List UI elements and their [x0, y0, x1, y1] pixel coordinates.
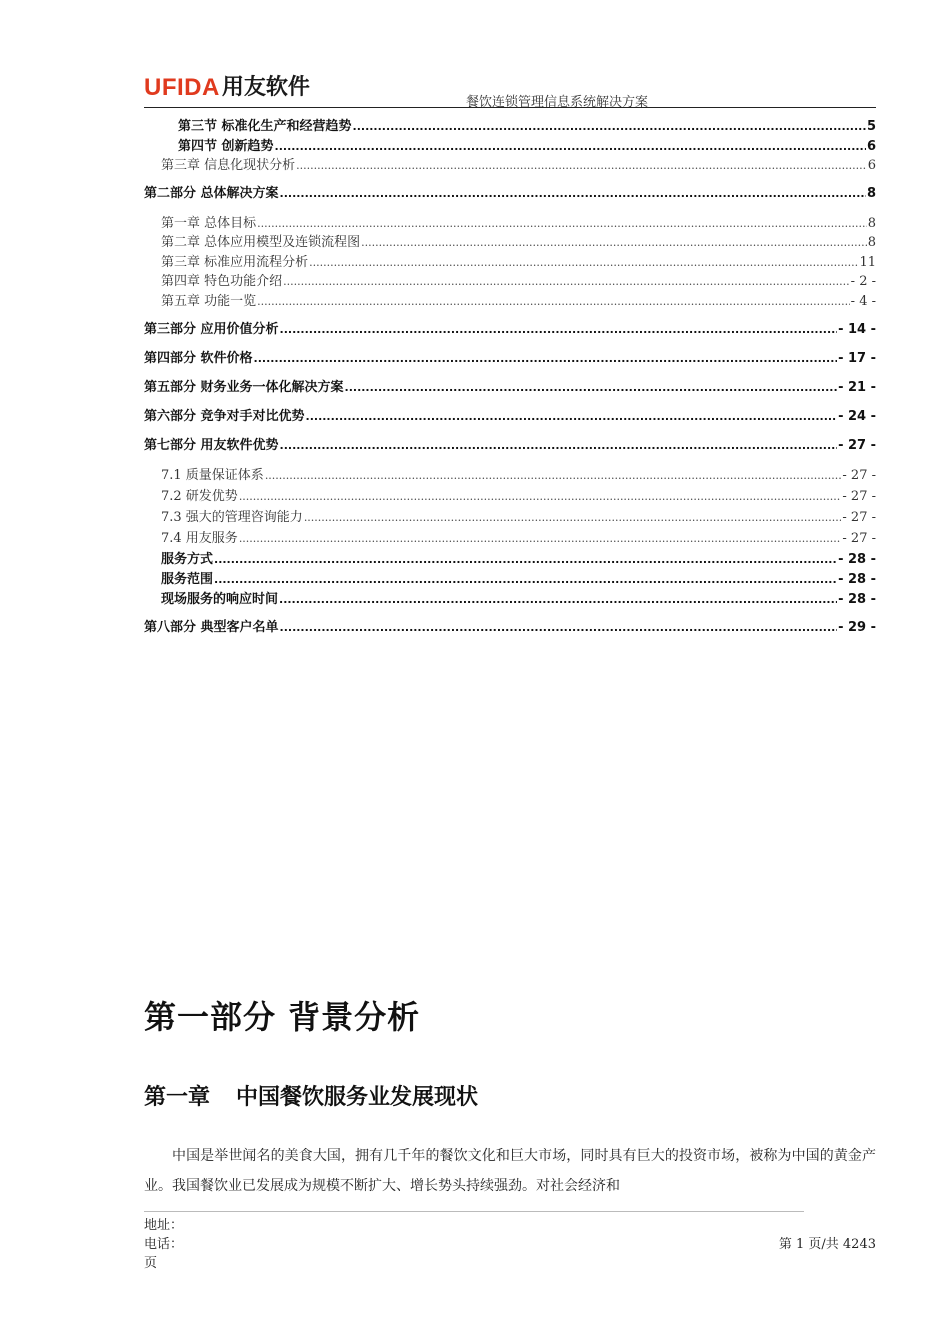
- toc-entry-label: 第二章 总体应用模型及连锁流程图: [161, 235, 361, 250]
- toc-entry-page: - 21 -: [838, 380, 876, 395]
- chapter-number: 第一章: [144, 1085, 211, 1110]
- toc-entry-label: 第四节 创新趋势: [178, 139, 274, 154]
- toc-entry-label: 第一章 总体目标: [161, 216, 257, 231]
- footer-contact: [144, 1216, 183, 1273]
- toc-entry-label: 第二部分 总体解决方案: [144, 186, 279, 201]
- toc-entry-page: - 14 -: [838, 322, 876, 337]
- toc-entry-page: - 27 -: [842, 531, 876, 546]
- toc-entry[interactable]: [144, 510, 876, 526]
- chapter-heading: [144, 1080, 478, 1111]
- toc-leader-dots: [309, 255, 858, 271]
- part-heading: 第一部分 背景分析: [144, 998, 421, 1036]
- toc-entry-label: 第三部分 应用价值分析: [144, 322, 279, 337]
- toc-entry-label: 第三章 标准应用流程分析: [161, 255, 309, 270]
- logo-brand: UFIDA: [144, 74, 220, 101]
- toc-entry[interactable]: [144, 119, 876, 135]
- logo-cn-name: 用友软件: [221, 75, 310, 100]
- toc-entry[interactable]: [144, 489, 876, 505]
- toc-entry[interactable]: [144, 438, 876, 454]
- toc-entry-page: - 29 -: [838, 620, 876, 635]
- toc-entry[interactable]: [144, 351, 876, 367]
- toc-leader-dots: [280, 186, 866, 202]
- toc-entry-page: - 28 -: [838, 572, 876, 587]
- toc-entry-label: 第五章 功能一览: [161, 294, 257, 309]
- toc-entry[interactable]: [144, 531, 876, 547]
- toc-entry[interactable]: [144, 139, 876, 155]
- document-title: 餐饮连锁管理信息系统解决方案: [466, 95, 649, 110]
- toc-leader-dots: [353, 119, 866, 135]
- toc-entry-label: 第五部分 财务业务一体化解决方案: [144, 380, 344, 395]
- chapter-title: 中国餐饮服务业发展现状: [236, 1085, 479, 1110]
- toc-leader-dots: [265, 468, 842, 484]
- toc-leader-dots: [214, 552, 837, 568]
- toc-entry-page: 8: [867, 235, 876, 250]
- toc-entry-label: 第三章 信息化现状分析: [161, 158, 296, 173]
- toc-entry[interactable]: [144, 380, 876, 396]
- toc-entry[interactable]: [144, 158, 876, 174]
- toc-leader-dots: [275, 139, 866, 155]
- toc-entry-page: 6: [867, 158, 876, 173]
- toc-entry[interactable]: [144, 468, 876, 484]
- toc-entry[interactable]: [144, 552, 876, 568]
- toc-entry-page: 5: [866, 119, 876, 134]
- toc-entry-label: 第四部分 软件价格: [144, 351, 253, 366]
- toc-entry-page: - 24 -: [838, 409, 876, 424]
- toc-entry[interactable]: [144, 294, 876, 310]
- header-divider: [144, 107, 876, 108]
- toc-entry-label: 第四章 特色功能介绍: [161, 274, 283, 289]
- toc-entry-label: 第七部分 用友软件优势: [144, 438, 279, 453]
- toc-entry-label: 服务范围: [161, 572, 214, 587]
- footer-phone-label: 电话：: [144, 1237, 184, 1252]
- toc-leader-dots: [283, 274, 850, 290]
- footer-address-label: 地址：: [144, 1218, 184, 1233]
- toc-entry[interactable]: [144, 572, 876, 588]
- toc-entry[interactable]: [144, 186, 876, 202]
- toc-entry[interactable]: [144, 255, 876, 271]
- toc-entry-page: - 27 -: [842, 468, 876, 483]
- toc-entry-label: 第三节 标准化生产和经营趋势: [178, 119, 352, 134]
- toc-leader-dots: [345, 380, 838, 396]
- toc-entry-page: - 17 -: [838, 351, 876, 366]
- toc-entry-page: - 28 -: [838, 552, 876, 567]
- toc-entry[interactable]: [144, 592, 876, 608]
- toc-entry-page: 8: [866, 186, 876, 201]
- toc-entry-label: 7.2 研发优势: [161, 489, 238, 504]
- footer-page-tail: 页: [144, 1256, 158, 1271]
- toc-entry-page: 8: [867, 216, 876, 231]
- toc-entry[interactable]: [144, 322, 876, 338]
- toc-entry-label: 第八部分 典型客户名单: [144, 620, 279, 635]
- toc-entry[interactable]: [144, 235, 876, 251]
- ufida-logo: [144, 74, 310, 102]
- toc-entry[interactable]: [144, 274, 876, 290]
- toc-leader-dots: [239, 489, 842, 505]
- toc-entry-label: 第六部分 竞争对手对比优势: [144, 409, 305, 424]
- toc-entry-label: 7.3 强大的管理咨询能力: [161, 510, 303, 525]
- toc-entry-page: - 2 -: [850, 274, 876, 289]
- toc-entry-page: 6: [866, 139, 876, 154]
- toc-entry-page: - 28 -: [838, 592, 876, 607]
- toc-leader-dots: [280, 438, 838, 454]
- toc-leader-dots: [279, 592, 837, 608]
- toc-leader-dots: [280, 322, 838, 338]
- toc-leader-dots: [257, 294, 850, 310]
- toc-entry-label: 7.1 质量保证体系: [161, 468, 264, 483]
- toc-leader-dots: [296, 158, 867, 174]
- toc-entry[interactable]: [144, 620, 876, 636]
- toc-entry-label: 服务方式: [161, 552, 214, 567]
- toc-entry[interactable]: [144, 409, 876, 425]
- toc-leader-dots: [304, 510, 842, 526]
- toc-entry-page: - 27 -: [842, 510, 876, 525]
- toc-leader-dots: [361, 235, 867, 251]
- toc-leader-dots: [214, 572, 837, 588]
- toc-entry-page: - 27 -: [842, 489, 876, 504]
- toc-entry-label: 7.4 用友服务: [161, 531, 238, 546]
- toc-leader-dots: [306, 409, 838, 425]
- toc-entry-label: 现场服务的响应时间: [161, 592, 279, 607]
- body-paragraph: 中国是举世闻名的美食大国，拥有几千年的餐饮文化和巨大市场，同时具有巨大的投资市场，被称为中国的黄金产业。我国餐饮业已发展成为规模不断扩大、增长势头持续强劲。对社会经济和: [144, 1148, 876, 1194]
- toc-leader-dots: [239, 531, 842, 547]
- page-number: 第 1 页/共 4243: [778, 1237, 876, 1252]
- toc-entry-page: 11: [859, 255, 876, 270]
- toc-leader-dots: [257, 216, 867, 232]
- toc-entry-page: - 27 -: [838, 438, 876, 453]
- toc-leader-dots: [280, 620, 838, 636]
- footer-divider: [144, 1211, 804, 1212]
- toc-leader-dots: [254, 351, 838, 367]
- toc-entry-page: - 4 -: [850, 294, 876, 309]
- toc-entry[interactable]: [144, 216, 876, 232]
